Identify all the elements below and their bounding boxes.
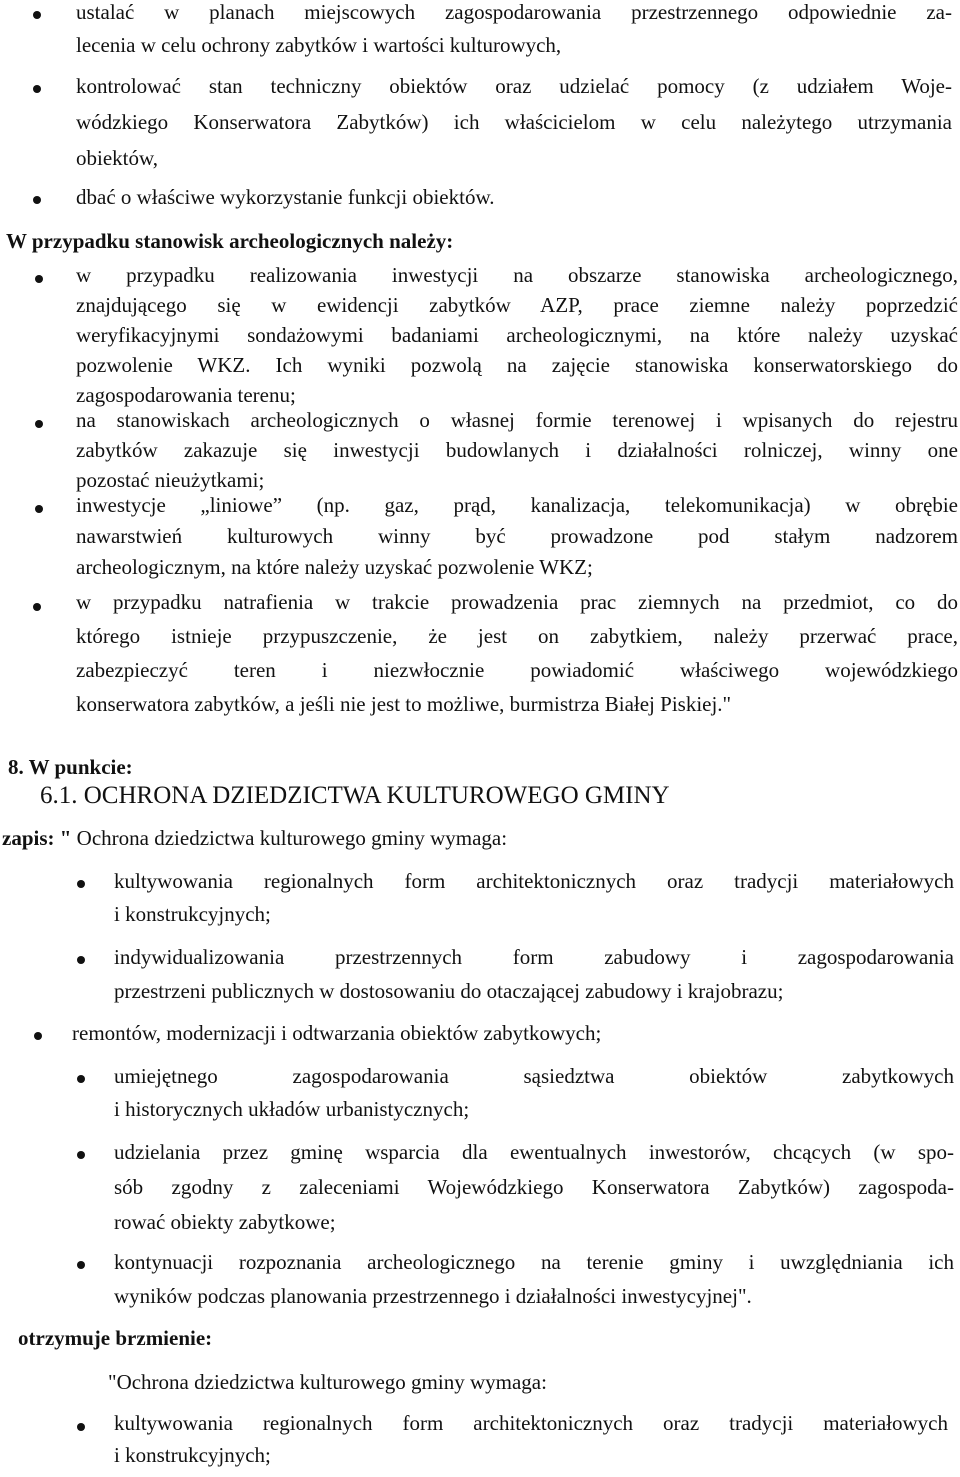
bullet-icon xyxy=(33,11,41,19)
point-8-heading: 8. W punkcie: xyxy=(8,755,133,779)
list-item-line: zabezpieczyć teren i niezwłocznie powiadomić właściwego wojewódzkiego xyxy=(76,658,958,682)
list-item-line: umiejętnego zagospodarowania sąsiedztwa obiektów zabytkowych xyxy=(114,1064,954,1088)
list-item-line: na stanowiskach archeologicznych o własnej formie terenowej i wpisanych do rejestru xyxy=(76,408,958,432)
section-number: 6.1. xyxy=(40,782,78,809)
list-item-line: pozostać nieużytkami; xyxy=(76,468,265,492)
bullet-icon xyxy=(77,1151,85,1159)
list-item-line: znajdującego się w ewidencji zabytków AZP, prace ziemne należy poprzedzić xyxy=(76,293,958,317)
list-item-line: ustalać w planach miejscowych zagospodarowania przestrzennego odpowiednie za- xyxy=(76,0,952,24)
list-item-line: którego istnieje przypuszczenie, że jest on zabytkiem, należy przerwać prace, xyxy=(76,624,958,648)
list-item-line: indywidualizowania przestrzennych form zabudowy i zagospodarowania xyxy=(114,945,954,969)
list-item-line: kultywowania regionalnych form architektonicznych oraz tradycji materiałowych xyxy=(114,869,954,893)
bullet-icon xyxy=(35,505,43,513)
bullet-icon xyxy=(33,603,41,611)
otrzymuje-heading: otrzymuje brzmienie: xyxy=(18,1326,213,1350)
list-item-line: w przypadku realizowania inwestycji na obszarze stanowiska archeologicznego, xyxy=(76,263,958,287)
bullet-icon xyxy=(33,196,41,204)
zapis-line xyxy=(2,826,507,851)
list-item-line: nawarstwień kulturowych winny być prowadzone pod stałym nadzorem xyxy=(76,524,958,548)
zapis-label: zapis: " xyxy=(2,826,72,850)
bullet-icon xyxy=(33,85,41,93)
list-item-line: i konstrukcyjnych; xyxy=(114,902,271,926)
section-heading xyxy=(40,782,670,810)
list-item-line: weryfikacyjnymi sondażowymi badaniami archeologicznymi, na które należy uzyskać xyxy=(76,323,958,347)
list-item-line: i konstrukcyjnych; xyxy=(114,1443,271,1467)
bullet-icon xyxy=(77,956,85,964)
archeo-heading: W przypadku stanowisk archeologicznych należy: xyxy=(6,229,454,253)
bullet-icon xyxy=(77,1261,85,1269)
list-item-line: przestrzeni publicznych w dostosowaniu do otaczającej zabudowy i krajobrazu; xyxy=(114,979,784,1003)
bullet-icon xyxy=(77,1075,85,1083)
list-item-line: wyników podczas planowania przestrzennego i działalności inwestycyjnej". xyxy=(114,1284,752,1308)
bullet-icon xyxy=(35,420,43,428)
list-item-line: i historycznych układów urbanistycznych; xyxy=(114,1097,470,1121)
list-item-line: konserwatora zabytków, a jeśli nie jest to możliwe, burmistrza Białej Piskiej." xyxy=(76,692,732,716)
list-item-line: pozwolenie WKZ. Ich wyniki pozwolą na zajęcie stanowiska konserwatorskiego do xyxy=(76,353,958,377)
list-item-line: kontynuacji rozpoznania archeologicznego na terenie gminy i uwzględniania ich xyxy=(114,1250,954,1274)
bullet-icon xyxy=(35,275,43,283)
bullet-icon xyxy=(77,880,85,888)
section-title: OCHRONA DZIEDZICTWA KULTUROWEGO GMINY xyxy=(83,782,670,809)
list-item-line: inwestycje „liniowe” (np. gaz, prąd, kanalizacja, telekomunikacja) w obrębie xyxy=(76,493,958,517)
list-item-line: zabytków zakazuje się inwestycji budowlanych i działalności rolniczej, winny one xyxy=(76,438,958,462)
list-item-line: w przypadku natrafienia w trakcie prowadzenia prac ziemnych na przedmiot, co do xyxy=(76,590,958,614)
bullet-icon xyxy=(77,1423,85,1431)
zapis-text: Ochrona dziedzictwa kulturowego gminy wymaga: xyxy=(76,826,508,850)
list-item-line: sób zgodny z zaleceniami Wojewódzkiego Konserwatora Zabytków) zagospoda- xyxy=(114,1175,954,1199)
list-item-line: remontów, modernizacji i odtwarzania obiektów zabytkowych; xyxy=(72,1021,602,1045)
bullet-icon xyxy=(34,1032,42,1040)
list-item-line: kontrolować stan techniczny obiektów oraz udzielać pomocy (z udziałem Woje- xyxy=(76,74,952,98)
list-item-line: archeologicznym, na które należy uzyskać pozwolenie WKZ; xyxy=(76,555,593,579)
list-item-line: lecenia w celu ochrony zabytków i wartości kulturowych, xyxy=(76,33,562,57)
new-text-intro: "Ochrona dziedzictwa kulturowego gminy wymaga: xyxy=(108,1370,547,1394)
list-item-line: wódzkiego Konserwatora Zabytków) ich właścicielom w celu należytego utrzymania xyxy=(76,110,952,134)
list-item-line: zagospodarowania terenu; xyxy=(76,383,296,407)
list-item-line: dbać o właściwe wykorzystanie funkcji obiektów. xyxy=(76,185,495,209)
list-item-line: rować obiekty zabytkowe; xyxy=(114,1210,336,1234)
list-item-line: kultywowania regionalnych form architektonicznych oraz tradycji materiałowych xyxy=(114,1411,948,1435)
list-item-line: obiektów, xyxy=(76,146,159,170)
list-item-line: udzielania przez gminę wsparcia dla ewentualnych inwestorów, chcących (w spo- xyxy=(114,1140,954,1164)
